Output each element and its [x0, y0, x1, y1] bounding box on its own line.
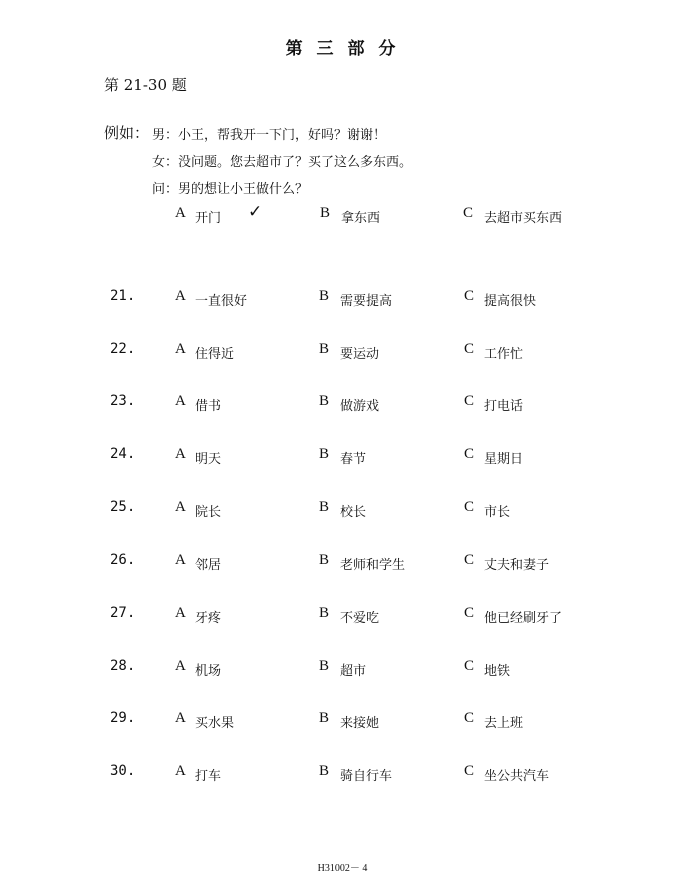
option-c-text: 打电话: [484, 399, 524, 414]
question-row: [0, 552, 685, 576]
example-option-b-text: 拿东西: [341, 211, 381, 226]
option-a-text: 院长: [195, 505, 222, 520]
option-b-text: 做游戏: [340, 399, 380, 414]
option-c-text: 丈夫和妻子: [484, 558, 550, 573]
question-number: 23.: [110, 393, 136, 409]
option-b-letter: B: [319, 605, 330, 621]
option-c-text: 地铁: [484, 664, 511, 679]
option-a-text: 机场: [195, 664, 222, 679]
page-footer: H31002－ 4: [317, 863, 368, 874]
option-a-text: 借书: [195, 399, 222, 414]
option-b-letter: B: [319, 499, 330, 515]
option-a-letter: A: [175, 393, 186, 409]
option-a-text: 牙疼: [195, 611, 222, 626]
option-b-letter: B: [319, 288, 330, 304]
question-number: 27.: [110, 605, 136, 621]
example-option-b-letter: B: [320, 205, 331, 221]
question-row: [0, 341, 685, 365]
question-row: [0, 710, 685, 734]
option-b-text: 来接她: [340, 716, 380, 731]
question-number: 22.: [110, 341, 136, 357]
option-b-text: 超市: [340, 664, 367, 679]
option-b-letter: B: [319, 446, 330, 462]
option-b-text: 校长: [340, 505, 367, 520]
option-a-text: 邻居: [195, 558, 222, 573]
option-a-letter: A: [175, 341, 186, 357]
option-c-text: 坐公共汽车: [484, 769, 550, 784]
question-number: 25.: [110, 499, 136, 515]
option-a-letter: A: [175, 658, 186, 674]
option-b-letter: B: [319, 393, 330, 409]
option-a-letter: A: [175, 710, 186, 726]
option-b-letter: B: [319, 763, 330, 779]
example-option-a-text: 开门: [195, 211, 222, 226]
page-title: 第 三 部 分: [285, 39, 400, 59]
example-dialogue-man: 男：小王，帮我开一下门，好吗？谢谢！: [152, 128, 387, 143]
option-c-letter: C: [464, 710, 475, 726]
option-c-letter: C: [464, 552, 475, 568]
option-c-text: 他已经刷牙了: [484, 611, 563, 626]
example-option-a-letter: A: [175, 205, 186, 221]
option-b-letter: B: [319, 552, 330, 568]
option-b-text: 骑自行车: [340, 769, 393, 784]
option-c-letter: C: [464, 499, 475, 515]
option-c-letter: C: [464, 446, 475, 462]
check-mark-icon: ✓: [248, 202, 263, 222]
option-b-text: 春节: [340, 452, 367, 467]
option-c-letter: C: [464, 393, 475, 409]
example-dialogue-woman: 女：没问题。您去超市了？买了这么多东西。: [152, 155, 413, 170]
question-row: [0, 605, 685, 629]
option-b-letter: B: [319, 710, 330, 726]
option-c-text: 去上班: [484, 716, 524, 731]
question-row: [0, 446, 685, 470]
option-a-text: 住得近: [195, 347, 235, 362]
example-option-c-text: 去超市买东西: [484, 211, 563, 226]
option-b-text: 要运动: [340, 347, 380, 362]
option-c-letter: C: [464, 658, 475, 674]
option-b-letter: B: [319, 658, 330, 674]
option-c-letter: C: [464, 763, 475, 779]
option-a-letter: A: [175, 499, 186, 515]
option-c-letter: C: [464, 341, 475, 357]
option-b-text: 不爱吃: [340, 611, 380, 626]
option-a-letter: A: [175, 552, 186, 568]
option-c-letter: C: [464, 605, 475, 621]
option-a-letter: A: [175, 288, 186, 304]
question-row: [0, 393, 685, 417]
option-b-letter: B: [319, 341, 330, 357]
question-row: [0, 288, 685, 312]
option-c-text: 市长: [484, 505, 511, 520]
question-number: 26.: [110, 552, 136, 568]
question-number: 30.: [110, 763, 136, 779]
example-option-c-letter: C: [463, 205, 474, 221]
option-b-text: 老师和学生: [340, 558, 406, 573]
option-b-text: 需要提高: [340, 294, 393, 309]
question-number: 28.: [110, 658, 136, 674]
question-number: 29.: [110, 710, 136, 726]
question-row: [0, 658, 685, 682]
example-label: 例如：: [104, 124, 150, 142]
option-c-text: 星期日: [484, 452, 524, 467]
section-range: 第 21-30 题: [104, 76, 187, 94]
option-c-letter: C: [464, 288, 475, 304]
question-number: 21.: [110, 288, 136, 304]
option-a-letter: A: [175, 446, 186, 462]
option-a-text: 明天: [195, 452, 222, 467]
option-a-letter: A: [175, 605, 186, 621]
question-row: [0, 763, 685, 787]
question-row: [0, 499, 685, 523]
option-a-text: 买水果: [195, 716, 235, 731]
option-a-text: 一直很好: [195, 294, 248, 309]
example-question: 问：男的想让小王做什么？: [152, 182, 309, 197]
question-number: 24.: [110, 446, 136, 462]
option-c-text: 工作忙: [484, 347, 524, 362]
option-c-text: 提高很快: [484, 294, 537, 309]
option-a-letter: A: [175, 763, 186, 779]
option-a-text: 打车: [195, 769, 222, 784]
